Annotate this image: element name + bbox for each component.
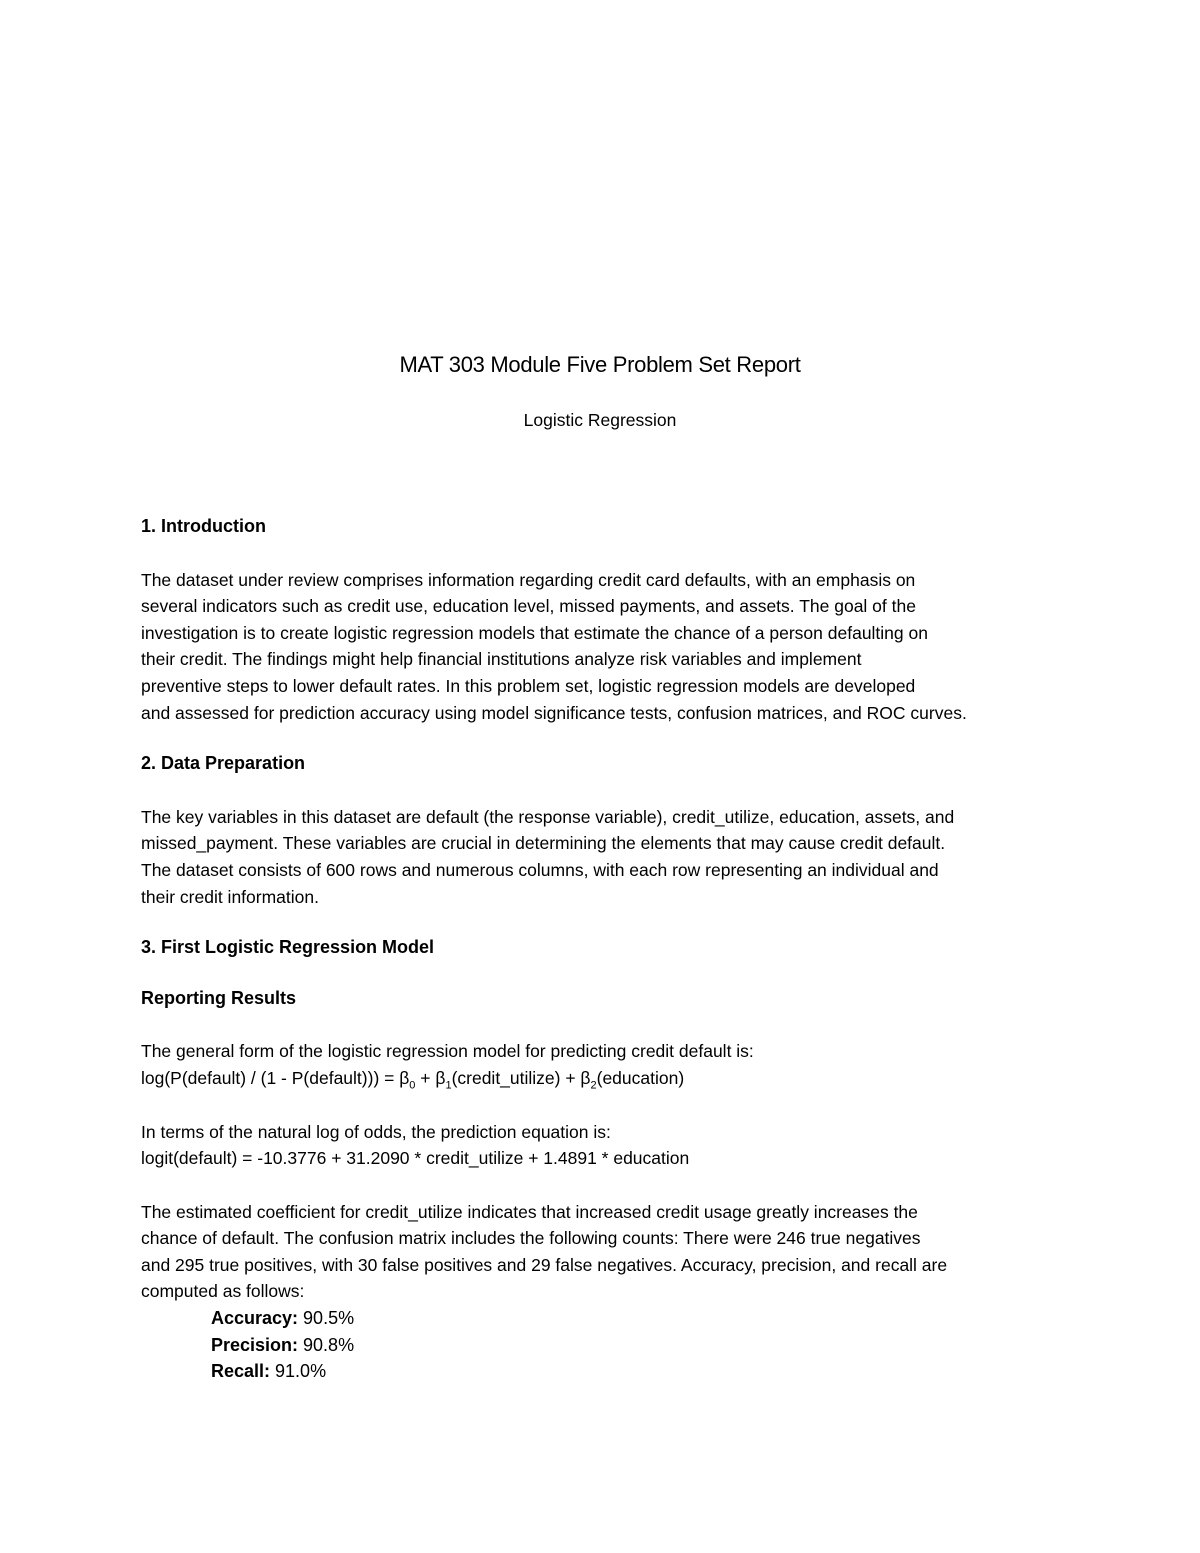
paragraph-line: and assessed for prediction accuracy using model significance tests, confusion matrices, and ROC curves. bbox=[141, 702, 967, 723]
section-heading-introduction: 1. Introduction bbox=[141, 516, 266, 536]
section-heading-first-model: 3. First Logistic Regression Model bbox=[141, 937, 435, 958]
paragraph-line: missed_payment. These variables are crucial in determining the elements that may cause credit default. bbox=[141, 833, 946, 854]
paragraph-line: investigation is to create logistic regression models that estimate the chance of a person defaulting on bbox=[141, 622, 928, 643]
metric-accuracy: Accuracy: 90.5% bbox=[211, 1308, 355, 1329]
general-form-equation: log(P(default) / (1 - P(default))) = $\beta_0$ + $\beta_1(credit\_utilize)$ + $\beta_2(education)$ bbox=[141, 1067, 685, 1092]
paragraph-line: The key variables in this dataset are default (the response variable), credit_utilize, education, assets, and bbox=[141, 806, 955, 827]
paragraph-line: The dataset consists of 600 rows and numerous columns, with each row representing an individual and bbox=[141, 859, 939, 880]
paragraph-line: The estimated coefficient for credit_utilize indicates that increased credit usage greatly increases the bbox=[141, 1201, 918, 1222]
subheading-reporting-results: Reporting Results bbox=[141, 987, 297, 1008]
general-form-block bbox=[141, 1038, 1071, 1091]
paragraph-line: preventive steps to lower default rates. In this problem set, logistic regression models are developed bbox=[141, 675, 916, 696]
document-body bbox=[141, 513, 1071, 1385]
document-subtitle: Logistic Regression bbox=[523, 410, 677, 430]
paragraph-line: computed as follows: bbox=[141, 1281, 305, 1302]
prediction-equation-block bbox=[141, 1119, 1071, 1172]
paragraph-line: chance of default. The confusion matrix includes the following counts: There were 246 true negatives bbox=[141, 1228, 921, 1249]
paragraph-line: their credit information. bbox=[141, 886, 319, 907]
paragraph-line: their credit. The findings might help financial institutions analyze risk variables and implement bbox=[141, 649, 862, 670]
results-paragraph bbox=[141, 1199, 1071, 1305]
prediction-equation: logit(default) = -10.3776 + 31.2090 * credit_utilize + 1.4891 * education bbox=[141, 1148, 690, 1169]
log-odds-intro: In terms of the natural log of odds, the prediction equation is: bbox=[141, 1121, 611, 1142]
general-form-intro: The general form of the logistic regression model for predicting credit default is: bbox=[141, 1041, 754, 1062]
paragraph-line: several indicators such as credit use, education level, missed payments, and assets. The goal of the bbox=[141, 596, 916, 617]
document-title: MAT 303 Module Five Problem Set Report bbox=[399, 352, 801, 377]
paragraph-line: and 295 true positives, with 30 false positives and 29 false negatives. Accuracy, precision, and recall are bbox=[141, 1254, 948, 1275]
metric-recall: Recall: 91.0% bbox=[211, 1361, 327, 1382]
metrics-list bbox=[141, 1305, 1071, 1385]
paragraph-line: The dataset under review comprises information regarding credit card defaults, with an emphasis on bbox=[141, 569, 916, 590]
introduction-paragraph bbox=[141, 567, 1071, 727]
metric-precision: Precision: 90.8% bbox=[211, 1334, 355, 1355]
section-heading-data-preparation: 2. Data Preparation bbox=[141, 753, 306, 774]
data-preparation-paragraph bbox=[141, 804, 1071, 910]
